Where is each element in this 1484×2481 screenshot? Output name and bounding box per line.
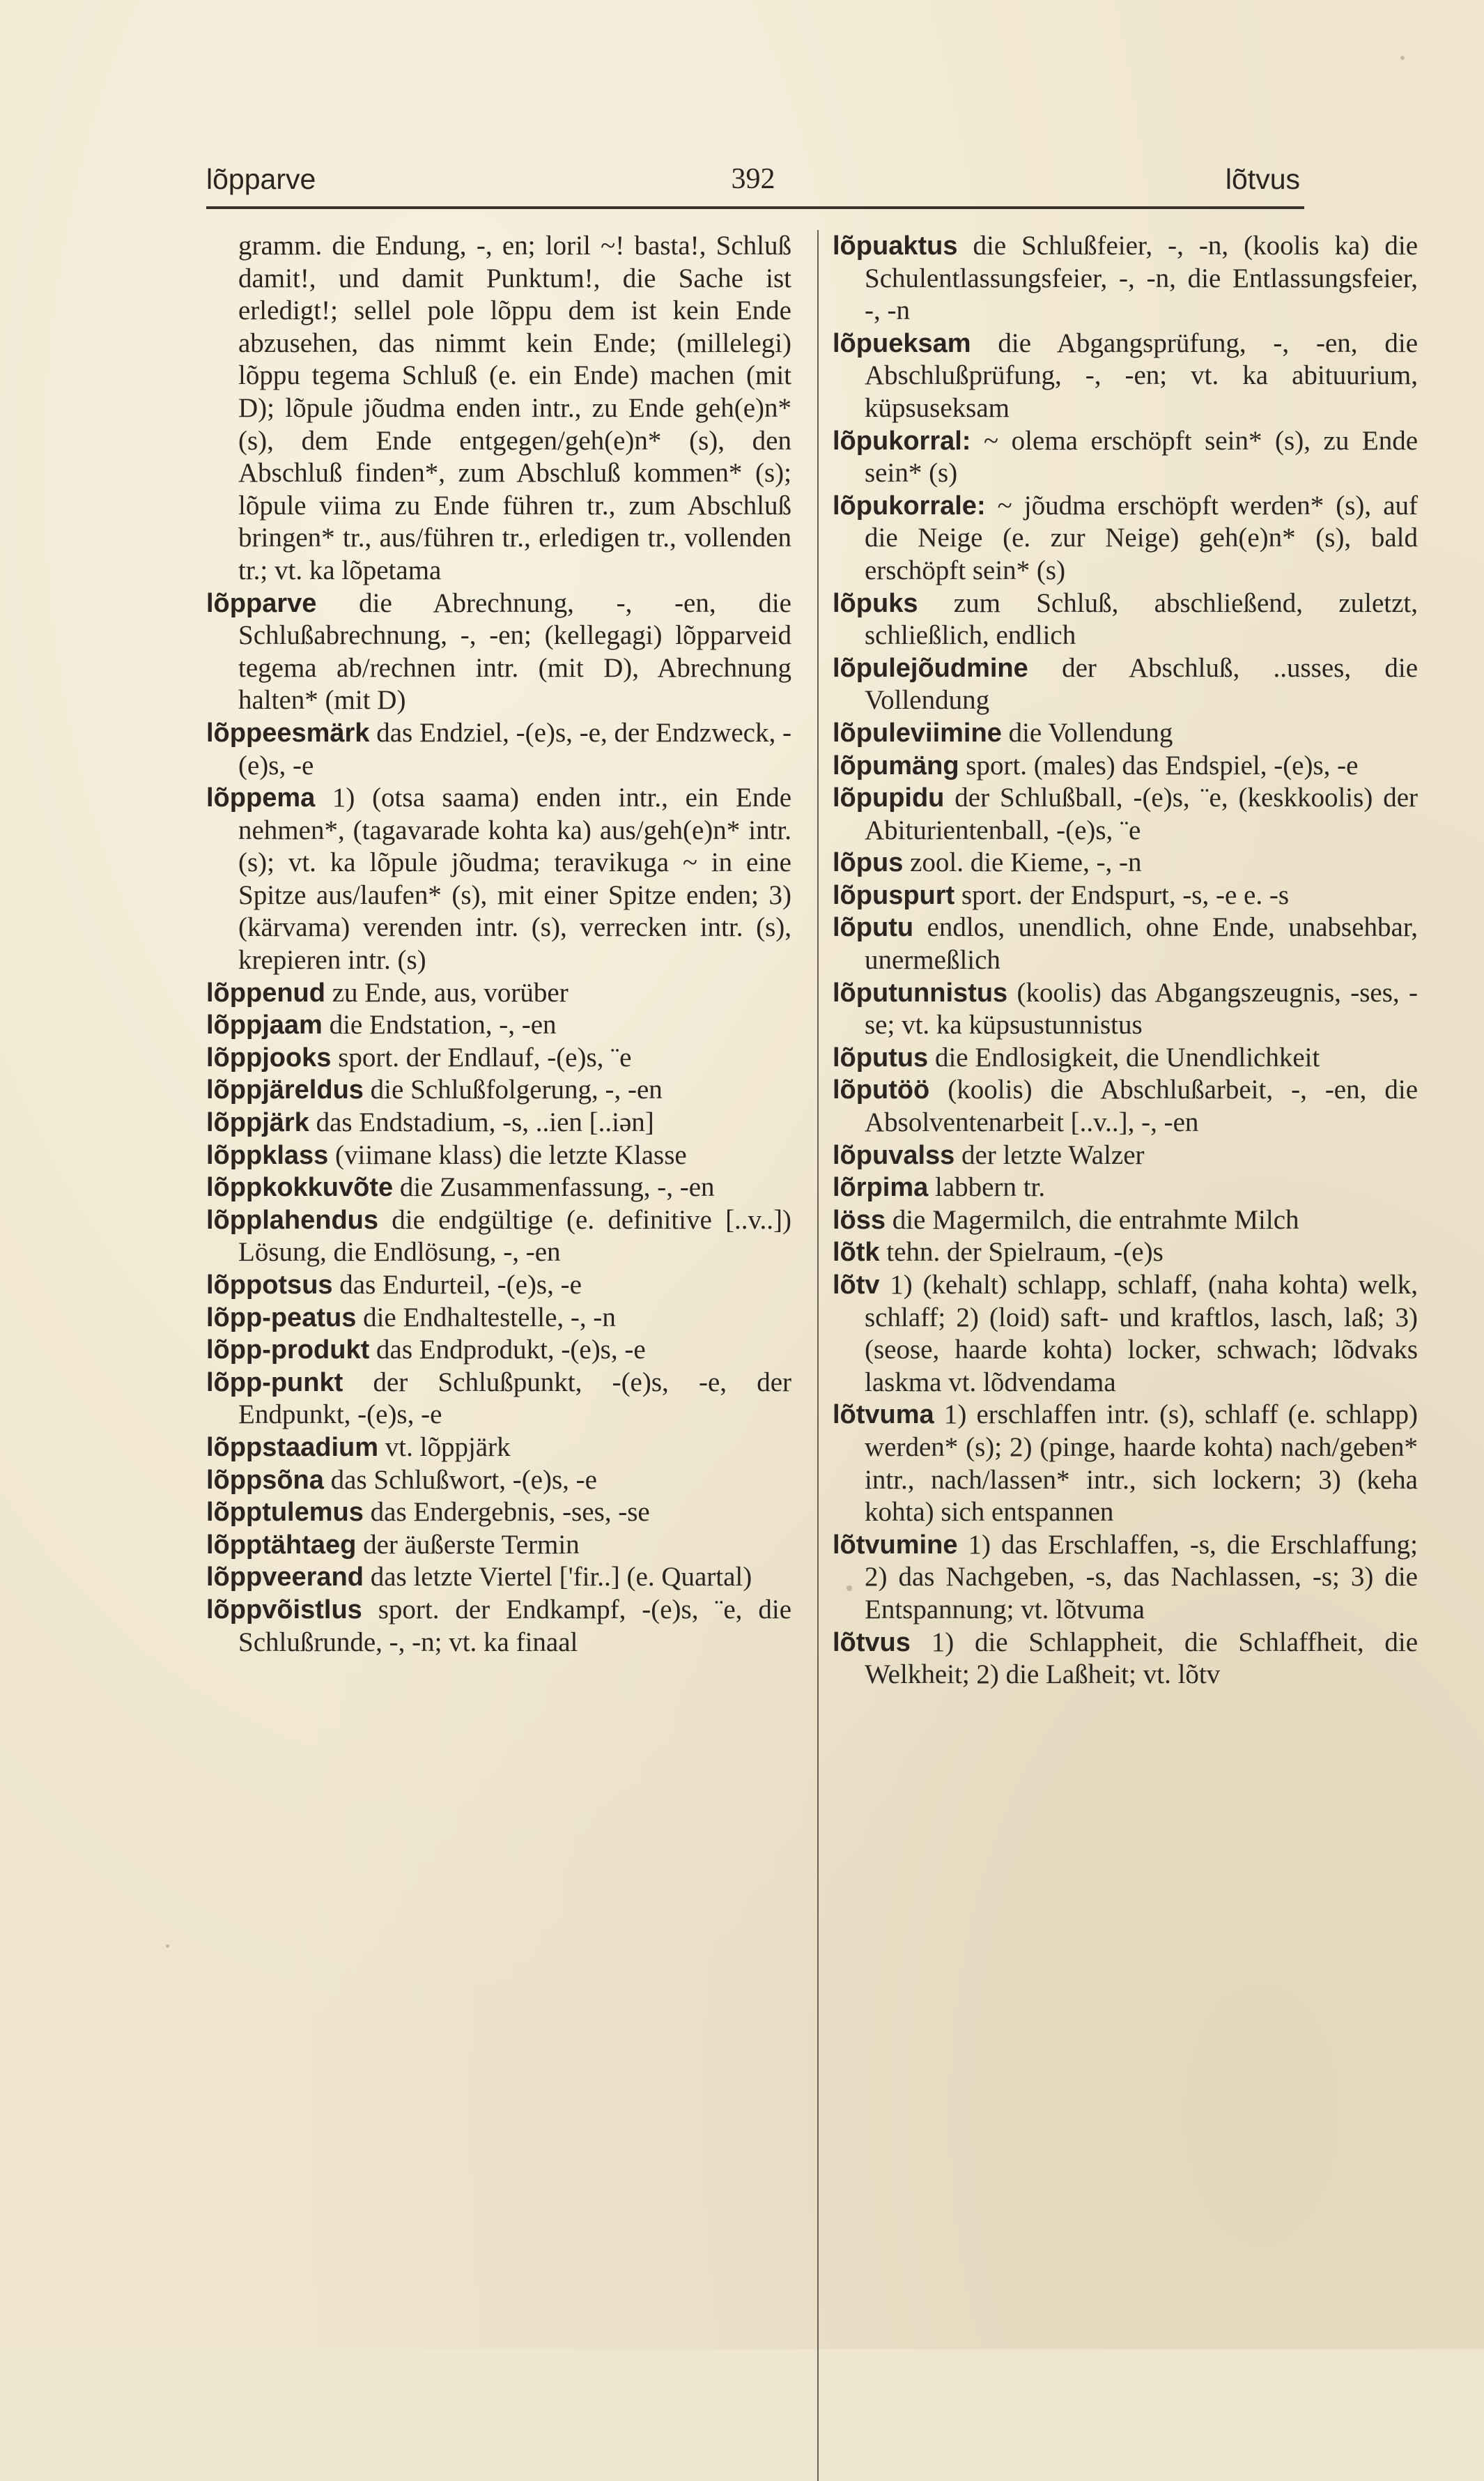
- entry-definition: ~ olema erschöpft sein* (s), zu Ende sein* (s): [865, 425, 1419, 489]
- dictionary-entry: [833, 1172, 1418, 1204]
- entry-definition: 1) die Schlappheit, die Schlaffheit, die Welkheit; 2) die Laßheit; vt. lõtv: [865, 1627, 1419, 1690]
- entry-definition: 1) (kehalt) schlapp, schlaff, (naha kohta) welk, schlaff; 2) (loid) saft- und kraftlos, lasch, laß; 3) (seose, haarde kohta) locker, schwach; lõdvaks laskma vt. lõdvendama: [865, 1270, 1419, 1397]
- entry-headword: lõputöö: [833, 1075, 930, 1105]
- entry-headword: lõpuleviimine: [833, 718, 1002, 748]
- dictionary-entry: [833, 1236, 1418, 1269]
- entry-headword: lõppjärk: [206, 1108, 309, 1138]
- entry-definition: labbern tr.: [935, 1172, 1046, 1203]
- entry-headword: lõppotsus: [206, 1270, 333, 1300]
- entry-definition: die Endstation, -, -en: [329, 1010, 557, 1040]
- entry-definition: der letzte Walzer: [961, 1139, 1145, 1170]
- dictionary-entry: [833, 425, 1418, 490]
- dictionary-entry: [206, 717, 791, 782]
- column-divider: [817, 230, 819, 2481]
- dictionary-entry: [833, 1042, 1418, 1075]
- dictionary-entry: [833, 717, 1418, 750]
- header-rule: [206, 206, 1304, 209]
- entry-definition: 1) das Erschlaffen, -s, die Erschlaffung; 2) das Nachgeben, -s, das Nachlassen, -s; 3) die Entspannung; vt. lõtvuma: [865, 1529, 1418, 1624]
- entry-definition: der Schlußpunkt, -(e)s, -e, der Endpunkt, -(e)s, -e: [238, 1367, 792, 1430]
- entry-headword: lõpukorral:: [833, 426, 971, 456]
- entry-headword: lõpp-punkt: [206, 1367, 343, 1397]
- entry-definition: das Schlußwort, -(e)s, -e: [330, 1464, 597, 1495]
- dictionary-entry: [833, 328, 1418, 425]
- dictionary-entry: [206, 1464, 791, 1497]
- entry-definition: das Endurteil, -(e)s, -e: [339, 1270, 582, 1300]
- entry-headword: lõppjäreldus: [206, 1075, 364, 1105]
- entry-headword: lõputunnistus: [833, 978, 1008, 1008]
- paper-speck: [1400, 56, 1405, 60]
- entry-definition: zool. die Kieme, -, -n: [910, 847, 1142, 878]
- entry-definition: die Magermilch, die entrahmte Milch: [892, 1204, 1299, 1235]
- entry-definition: die Endlosigkeit, die Unendlichkeit: [934, 1042, 1320, 1073]
- dictionary-entry: [833, 1627, 1418, 1691]
- dictionary-entry: [833, 1269, 1418, 1399]
- dictionary-entry: [833, 1139, 1418, 1172]
- entry-definition: sport. der Endlauf, -(e)s, ¨e: [338, 1042, 632, 1073]
- dictionary-entry: [206, 1009, 791, 1042]
- dictionary-entry: [206, 1302, 791, 1335]
- dictionary-entry: [833, 587, 1418, 652]
- entry-headword: lõppkokkuvõte: [206, 1173, 394, 1203]
- dictionary-entry: [206, 1042, 791, 1075]
- entry-definition: die Schlußfeier, -, -n, (koolis ka) die Schulentlassungsfeier, -, -n, die Entlassungsfeier, -, -n: [865, 231, 1418, 326]
- dictionary-entry: [206, 230, 791, 587]
- entry-headword: lõppeesmärk: [206, 718, 370, 748]
- entry-definition: das Endstadium, -s, ..ien [..iən]: [316, 1107, 654, 1138]
- entry-headword: lõtvuma: [833, 1400, 934, 1430]
- right-column: [833, 230, 1418, 1691]
- entry-definition: sport. (males) das Endspiel, -(e)s, -e: [966, 750, 1359, 781]
- dictionary-entry: [206, 1107, 791, 1139]
- entry-headword: lõppsõna: [206, 1465, 324, 1495]
- entry-headword: lõpparve: [206, 588, 317, 618]
- entry-definition: die Abrechnung, -, -en, die Schlußabrechnung, -, -en; (kellegagi) lõpparveid tegema ab/rechnen intr. (mit D), Abrechnung halten* (mit D): [238, 587, 791, 716]
- dictionary-entry: [206, 1269, 791, 1302]
- page-number: 392: [731, 163, 775, 195]
- entry-definition: der Schlußball, -(e)s, ¨e, (keskkoolis) der Abiturientenball, -(e)s, ¨e: [865, 783, 1419, 845]
- dictionary-entry: [833, 977, 1418, 1042]
- entry-headword: lõpptulemus: [206, 1498, 364, 1528]
- dictionary-entry: [206, 1496, 791, 1529]
- entry-definition: ~ jõudma erschöpft werden* (s), auf die Neige (e. zur Neige) geh(e)n* (s), bald erschöpft sein* (s): [865, 490, 1418, 585]
- dictionary-entry: [833, 1204, 1418, 1237]
- entry-headword: lõpuvalss: [833, 1140, 955, 1170]
- dictionary-entry: [206, 1529, 791, 1562]
- dictionary-entry: [206, 1139, 791, 1172]
- entry-definition: sport. der Endspurt, -s, -e e. -s: [961, 880, 1290, 910]
- dictionary-entry: [833, 490, 1418, 587]
- dictionary-entry: [833, 230, 1418, 328]
- dictionary-entry: [833, 1529, 1418, 1627]
- entry-definition: die Schlußfolgerung, -, -en: [370, 1075, 663, 1105]
- entry-definition: zu Ende, aus, vorüber: [332, 977, 569, 1008]
- entry-definition: die Vollendung: [1008, 717, 1173, 748]
- entry-definition: das Endziel, -(e)s, -e, der Endzweck, -(e)s, -e: [238, 717, 792, 781]
- entry-definition: der Abschluß, ..usses, die Vollendung: [865, 652, 1419, 716]
- entry-definition: sport. der Endkampf, -(e)s, ¨e, die Schlußrunde, -, -n; vt. ka finaal: [238, 1594, 792, 1657]
- dictionary-entry: [206, 782, 791, 977]
- entry-headword: lõppstaadium: [206, 1432, 379, 1462]
- dictionary-entry: [833, 750, 1418, 783]
- entry-definition: das Endergebnis, -ses, -se: [370, 1497, 650, 1528]
- entry-definition: tehn. der Spielraum, -(e)s: [886, 1237, 1164, 1268]
- entry-headword: lõrpima: [833, 1173, 929, 1203]
- entry-headword: lõppveerand: [206, 1562, 364, 1592]
- dictionary-entry: [833, 1399, 1418, 1528]
- dictionary-entry: [833, 912, 1418, 976]
- entry-definition: das letzte Viertel ['fir..] (e. Quartal): [370, 1562, 752, 1592]
- dictionary-entry: [206, 587, 791, 717]
- entry-headword: lõpuspurt: [833, 880, 955, 910]
- entry-headword: lõpus: [833, 848, 904, 878]
- dictionary-entry: [833, 652, 1418, 717]
- entry-definition: gramm. die Endung, -, en; loril ~! basta!, Schluß damit!, und damit Punktum!, die Sache ist erledigt!; sellel pole lõppu dem ist kein Ende abzusehen, das nimmt kein Ende; (millelegi) lõppu tegema Schluß (e. ein Ende) machen (mit D); lõpule jõudma enden intr., zu Ende geh(e)n* (s), dem Ende entgegen/geh(e)n* (s), den Abschluß finden*, zum Abschluß kommen* (s); lõpule viima zu Ende führen tr., zum Abschluß bringen* tr., aus/führen tr., erledigen tr., vollenden tr.; vt. ka lõpetama: [238, 231, 791, 585]
- entry-definition: die endgültige (e. definitive [..v..]) Lösung, die Endlösung, -, -en: [238, 1204, 792, 1268]
- entry-definition: (viimane klass) die letzte Klasse: [335, 1139, 687, 1170]
- dictionary-entry: [206, 1594, 791, 1659]
- entry-headword: lõtvumine: [833, 1530, 958, 1560]
- header-left-guideword: lõpparve: [206, 163, 316, 195]
- dictionary-entry: [206, 1431, 791, 1464]
- entry-headword: lõpuaktus: [833, 231, 958, 261]
- entry-headword: lõpuks: [833, 588, 918, 618]
- entry-headword: lõpplahendus: [206, 1205, 378, 1235]
- dictionary-entry: [206, 1204, 791, 1269]
- dictionary-entry: [206, 1172, 791, 1204]
- entry-headword: lõpupidu: [833, 783, 945, 813]
- entry-definition: endlos, unendlich, ohne Ende, unabsehbar, unermeßlich: [865, 912, 1418, 976]
- entry-definition: (koolis) die Abschlußarbeit, -, -en, die Absolventenarbeit [..v..], -, -en: [865, 1075, 1419, 1138]
- header-right-guideword: lõtvus: [1225, 163, 1300, 195]
- dictionary-entry: [206, 1334, 791, 1367]
- paper-speck: [847, 1585, 852, 1591]
- entry-definition: (koolis) das Abgangszeugnis, -ses, -se; vt. ka küpsustunnistus: [865, 977, 1418, 1040]
- entry-definition: das Endprodukt, -(e)s, -e: [376, 1335, 646, 1365]
- entry-headword: lõpp-peatus: [206, 1303, 357, 1332]
- entry-definition: 1) (otsa saama) enden intr., ein Ende nehmen*, (tagavarade kohta ka) aus/geh(e)n* intr. (s); vt. ka lõpule jõudma; teravikuga ~ in eine Spitze aus/laufen* (s), mit einer Spitze enden; 3) (kärvama) verenden intr. (s), verrecken intr. (s), krepieren intr. (s): [238, 783, 792, 976]
- entry-headword: lõppklass: [206, 1140, 329, 1170]
- entry-headword: löss: [833, 1205, 886, 1235]
- dictionary-entry: [206, 1367, 791, 1431]
- dictionary-entry: [206, 977, 791, 1010]
- entry-headword: lõppvõistlus: [206, 1595, 362, 1624]
- entry-definition: 1) erschlaffen intr. (s), schlaff (e. schlapp) werden* (s); 2) (pinge, haarde kohta) nach/geben* intr., nach/lassen* intr., sich lockern; 3) (keha kohta) sich entspannen: [865, 1399, 1418, 1528]
- dictionary-entry: [833, 1074, 1418, 1139]
- entry-headword: lõppema: [206, 783, 316, 813]
- entry-headword: lõtv: [833, 1270, 880, 1300]
- entry-headword: lõtk: [833, 1238, 880, 1268]
- entry-headword: lõpumäng: [833, 751, 959, 781]
- entry-headword: lõtvus: [833, 1627, 911, 1657]
- page-header: [206, 155, 1300, 203]
- entry-definition: die Endhaltestelle, -, -n: [363, 1302, 616, 1332]
- dictionary-entry: [833, 782, 1418, 847]
- entry-headword: lõpptähtaeg: [206, 1530, 357, 1560]
- entry-definition: die Zusammenfassung, -, -en: [399, 1172, 715, 1203]
- entry-headword: lõpulejõudmine: [833, 653, 1028, 683]
- entry-headword: lõppjaam: [206, 1011, 323, 1040]
- entry-definition: der äußerste Termin: [363, 1529, 580, 1560]
- entry-headword: lõpukorrale:: [833, 491, 986, 521]
- entry-headword: lõppjooks: [206, 1043, 332, 1073]
- entry-headword: lõpp-produkt: [206, 1335, 370, 1365]
- dictionary-entry: [206, 1561, 791, 1594]
- entry-headword: lõputus: [833, 1043, 929, 1073]
- entry-definition: die Abgangsprüfung, -, -en, die Abschlußprüfung, -, -en; vt. ka abituurium, küpsuseksam: [865, 328, 1419, 423]
- dictionary-entry: [833, 847, 1418, 880]
- dictionary-entry: [206, 1074, 791, 1107]
- entry-headword: lõputu: [833, 913, 914, 943]
- entry-definition: vt. lõppjärk: [385, 1431, 511, 1462]
- left-column: [206, 230, 791, 1659]
- entry-headword: lõpueksam: [833, 328, 971, 358]
- paper-speck: [166, 1944, 169, 1948]
- entry-definition: zum Schluß, abschließend, zuletzt, schließlich, endlich: [865, 587, 1419, 651]
- entry-headword: lõppenud: [206, 978, 325, 1008]
- dictionary-entry: [833, 880, 1418, 912]
